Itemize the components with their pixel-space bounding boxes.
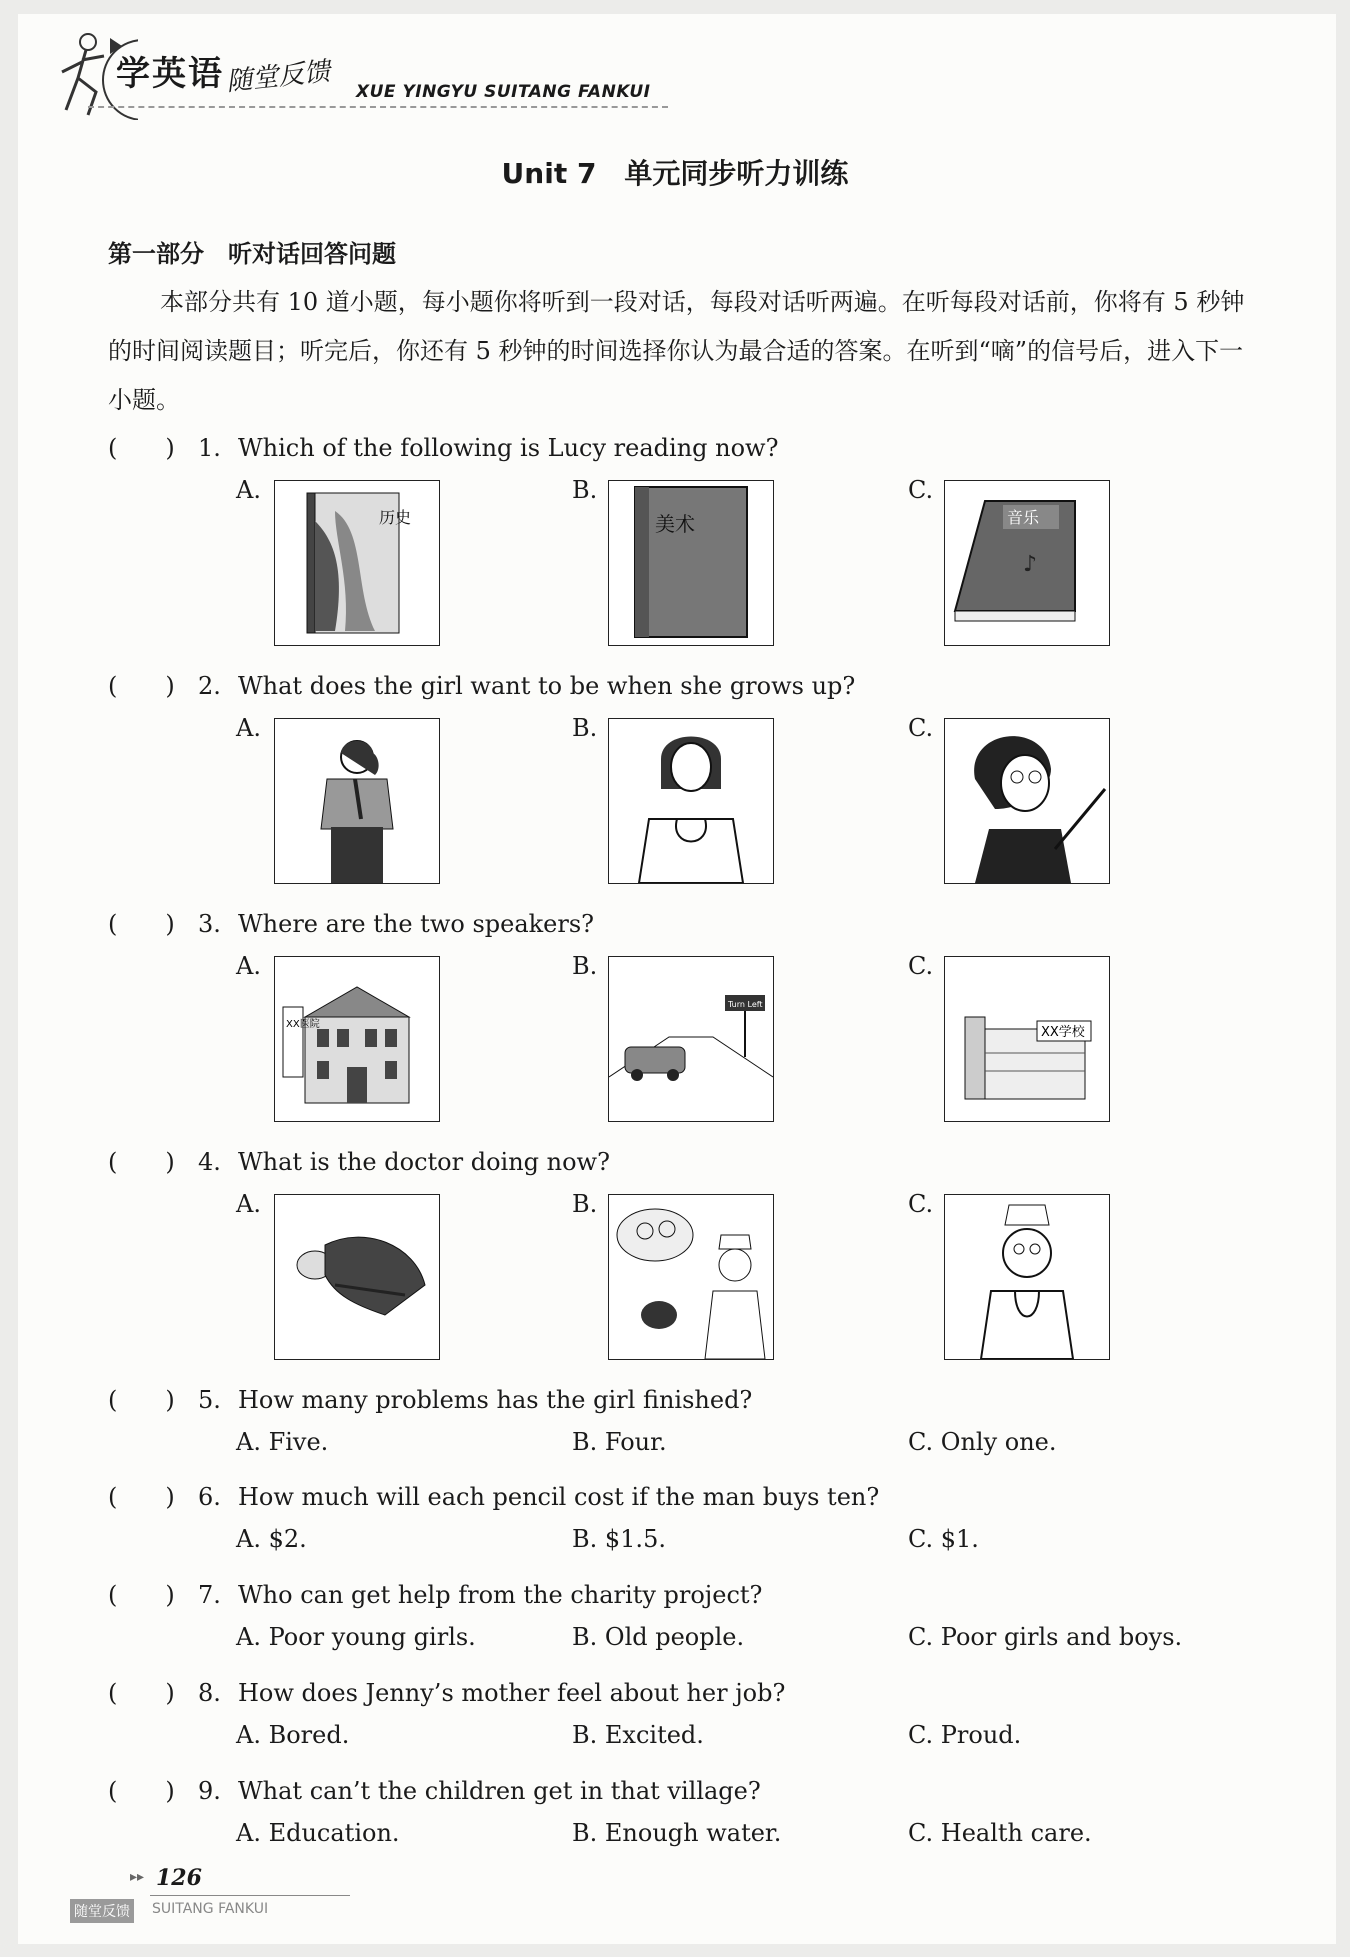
logo-pinyin: XUE YINGYU SUITANG FANKUI — [356, 82, 651, 102]
teacher-woman-image[interactable] — [944, 718, 1110, 884]
question-number: 1. — [198, 434, 221, 462]
question-text: How much will each pencil cost if the man buys ten? — [238, 1483, 880, 1511]
answer-blank[interactable]: ( ) — [108, 434, 175, 462]
road-image[interactable] — [608, 956, 774, 1122]
question-text: Where are the two speakers? — [238, 910, 595, 938]
option-b[interactable]: B. Enough water. — [572, 1819, 782, 1847]
svg-text:XX医院: XX医院 — [286, 1019, 320, 1030]
option-c[interactable]: C. Only one. — [908, 1428, 1057, 1456]
option-c[interactable]: C. Proud. — [908, 1721, 1022, 1749]
option-c-label: C. — [908, 952, 934, 980]
examining-doctor-image[interactable] — [944, 1194, 1110, 1360]
answer-blank[interactable]: ( ) — [108, 1386, 175, 1414]
question-5 — [108, 1380, 752, 1415]
option-c-label: C. — [908, 476, 934, 504]
footer-divider — [150, 1895, 350, 1896]
question-7 — [108, 1575, 762, 1610]
option-b-label: B. — [572, 952, 598, 980]
logo-chinese: 学英语 — [116, 54, 224, 94]
unit-title: Unit 7 单元同步听力训练 — [501, 157, 849, 190]
option-a-label: A. — [236, 1190, 261, 1218]
hospital-image[interactable] — [274, 956, 440, 1122]
option-a[interactable]: A. Five. — [236, 1428, 329, 1456]
option-a-label: A. — [236, 476, 261, 504]
question-number: 9. — [198, 1777, 221, 1805]
question-6 — [108, 1477, 879, 1512]
page-header — [48, 10, 668, 120]
svg-text:美术: 美术 — [655, 512, 695, 536]
page-footer — [70, 1865, 350, 1925]
answer-blank[interactable]: ( ) — [108, 672, 175, 700]
page-number: 126 — [156, 1865, 202, 1891]
option-c[interactable]: C. Poor girls and boys. — [908, 1623, 1183, 1651]
answer-blank[interactable]: ( ) — [108, 1581, 175, 1609]
question-text: How many problems has the girl finished? — [238, 1386, 753, 1414]
question-8 — [108, 1673, 785, 1708]
question-number: 7. — [198, 1581, 221, 1609]
question-2 — [108, 666, 855, 701]
question-text: Who can get help from the charity project? — [238, 1581, 763, 1609]
option-b[interactable]: B. Excited. — [572, 1721, 704, 1749]
question-text: How does Jenny’s mother feel about her job? — [238, 1679, 786, 1707]
option-b[interactable]: B. $1.5. — [572, 1525, 666, 1553]
option-c[interactable]: C. $1. — [908, 1525, 979, 1553]
option-b-label: B. — [572, 1190, 598, 1218]
option-b-label: B. — [572, 714, 598, 742]
section-title: 第一部分 听对话回答问题 — [108, 240, 396, 268]
option-c-label: C. — [908, 714, 934, 742]
answer-blank[interactable]: ( ) — [108, 1679, 175, 1707]
answer-blank[interactable]: ( ) — [108, 1777, 175, 1805]
footer-tab: 随堂反馈 — [70, 1899, 134, 1923]
svg-text:XX学校: XX学校 — [1041, 1025, 1085, 1040]
svg-text:Turn Left: Turn Left — [728, 1000, 763, 1009]
art-book-image[interactable] — [608, 480, 774, 646]
footer-tab-en: SUITANG FANKUI — [152, 1901, 269, 1917]
logo-subtitle: 随堂反馈 — [224, 56, 332, 98]
answer-blank[interactable]: ( ) — [108, 1483, 175, 1511]
question-number: 3. — [198, 910, 221, 938]
question-number: 5. — [198, 1386, 221, 1414]
school-image[interactable] — [944, 956, 1110, 1122]
arrow-icon: ▸▸ — [130, 1869, 145, 1885]
question-3 — [108, 904, 594, 939]
option-a-label: A. — [236, 714, 261, 742]
option-a[interactable]: A. Poor young girls. — [236, 1623, 476, 1651]
question-4 — [108, 1142, 610, 1177]
option-c[interactable]: C. Health care. — [908, 1819, 1092, 1847]
doctor-woman-image[interactable] — [608, 718, 774, 884]
sleeping-doctor-image[interactable] — [274, 1194, 440, 1360]
question-1 — [108, 428, 778, 463]
history-book-image[interactable] — [274, 480, 440, 646]
answer-blank[interactable]: ( ) — [108, 1148, 175, 1176]
police-woman-image[interactable] — [274, 718, 440, 884]
question-number: 8. — [198, 1679, 221, 1707]
option-b[interactable]: B. Four. — [572, 1428, 667, 1456]
svg-text:历史: 历史 — [379, 508, 412, 527]
option-a[interactable]: A. $2. — [236, 1525, 307, 1553]
operating-doctor-image[interactable] — [608, 1194, 774, 1360]
option-a-label: A. — [236, 952, 261, 980]
question-number: 6. — [198, 1483, 221, 1511]
option-b[interactable]: B. Old people. — [572, 1623, 745, 1651]
music-book-image[interactable] — [944, 480, 1110, 646]
header-divider — [88, 106, 668, 108]
question-9 — [108, 1771, 761, 1806]
option-c-label: C. — [908, 1190, 934, 1218]
question-text: What can’t the children get in that village? — [238, 1777, 761, 1805]
question-text: What is the doctor doing now? — [238, 1148, 610, 1176]
section-instructions: 本部分共有 10 道小题，每小题你将听到一段对话，每段对话听两遍。在听每段对话前，你将有 5 秒钟的时间阅读题目；听完后，你还有 5 秒钟的时间选择你认为最合适的答案。在听到“嘀”的信号后，进入下一小题。 — [108, 288, 1245, 414]
answer-blank[interactable]: ( ) — [108, 910, 175, 938]
question-text: What does the girl want to be when she grows up? — [238, 672, 856, 700]
option-b-label: B. — [572, 476, 598, 504]
question-number: 4. — [198, 1148, 221, 1176]
question-number: 2. — [198, 672, 221, 700]
svg-text:音乐: 音乐 — [1007, 508, 1040, 527]
svg-text:♪: ♪ — [1023, 552, 1038, 577]
question-text: Which of the following is Lucy reading now? — [238, 434, 779, 462]
option-a[interactable]: A. Bored. — [236, 1721, 350, 1749]
option-a[interactable]: A. Education. — [236, 1819, 400, 1847]
